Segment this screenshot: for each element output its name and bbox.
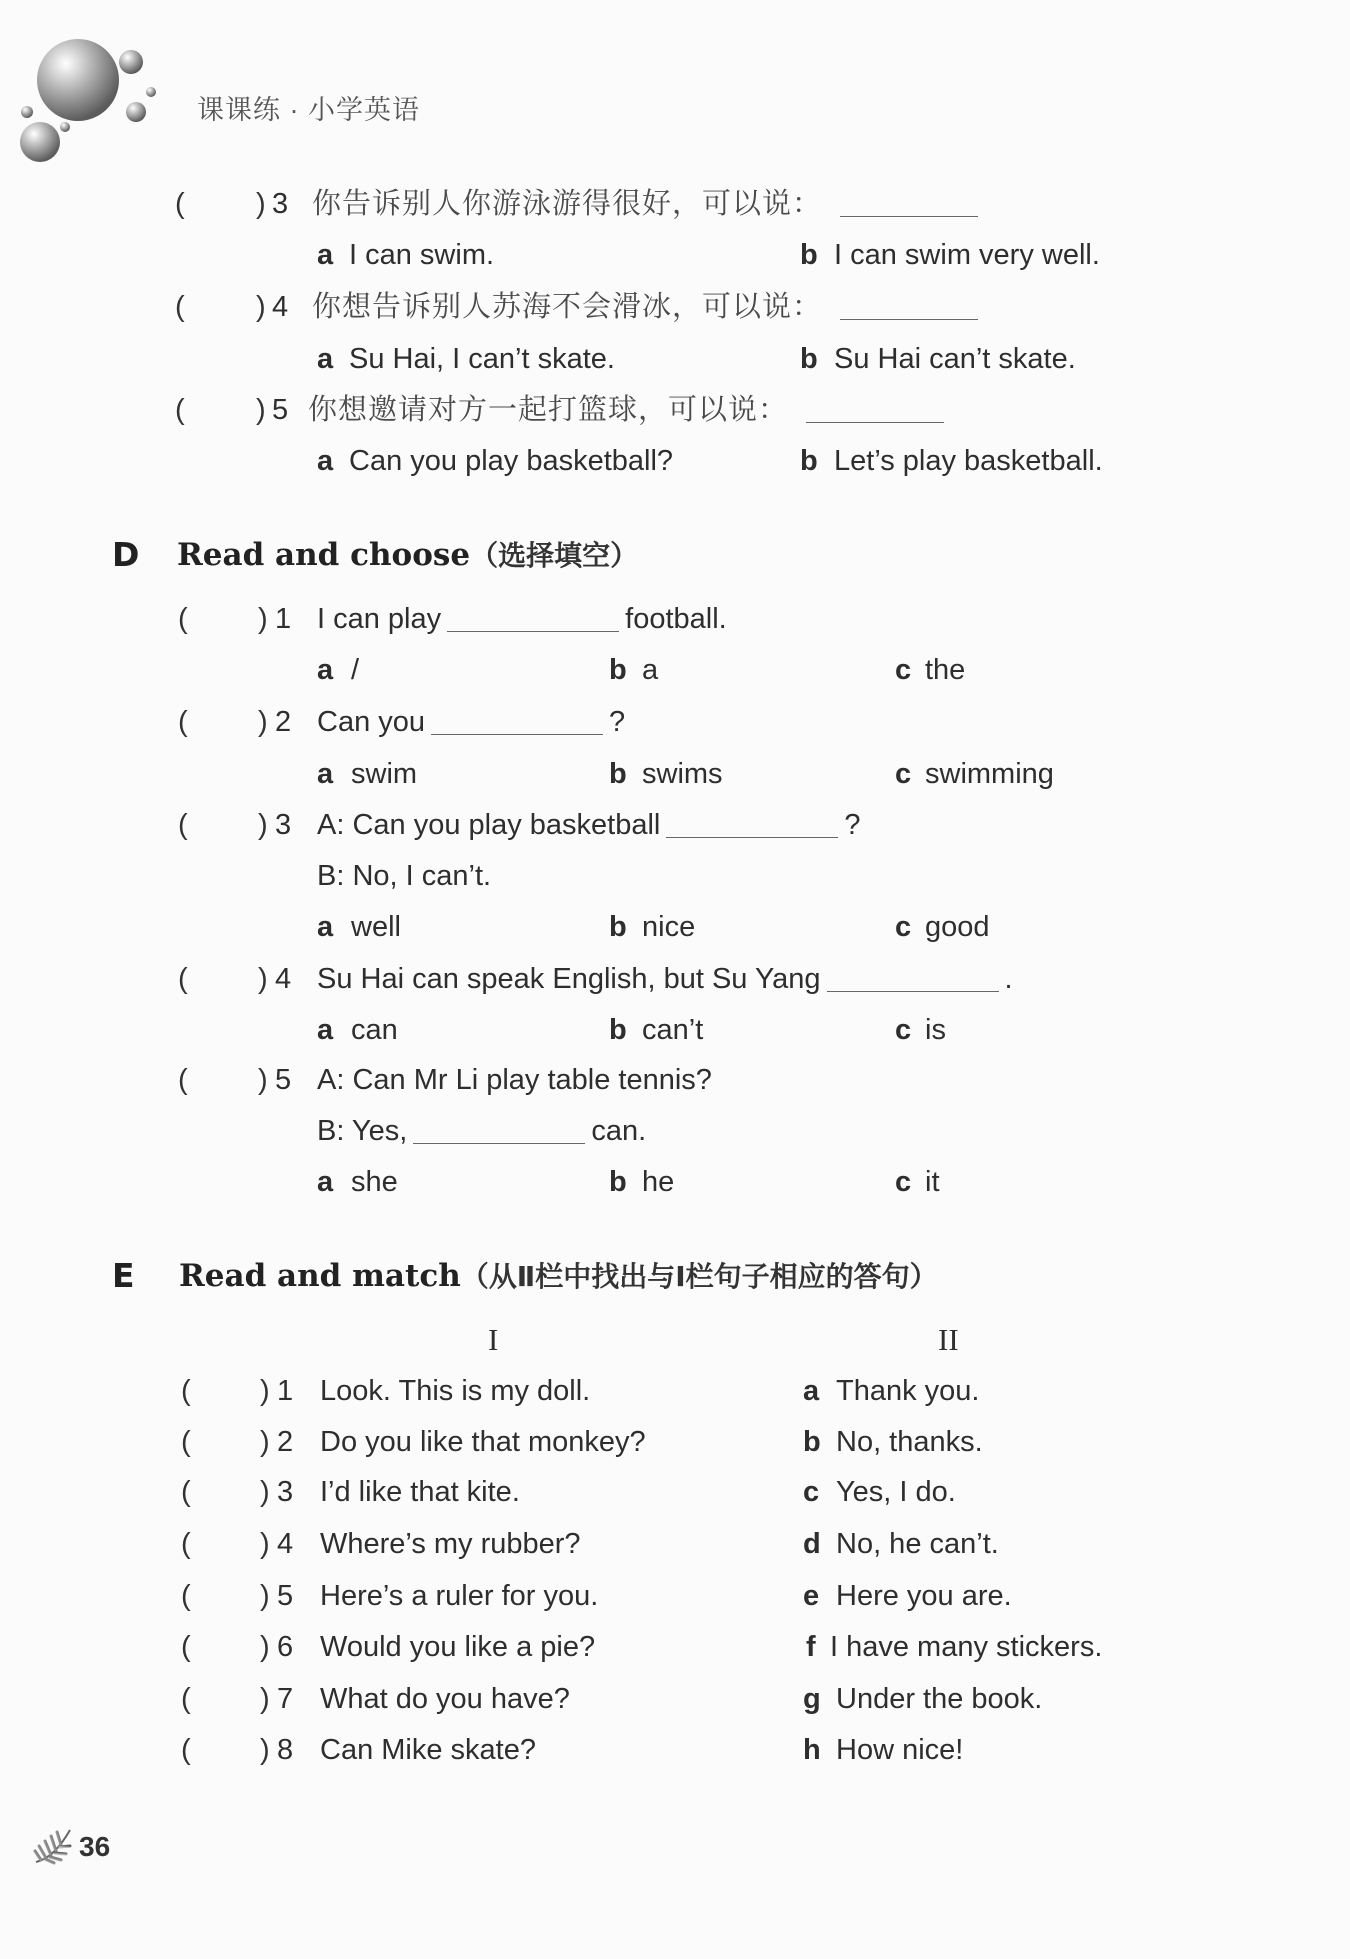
- match-question: Would you like a pie?: [320, 1631, 596, 1663]
- match-row: [0, 1629, 1350, 1665]
- option-letter: b: [609, 758, 627, 790]
- open-paren: (: [181, 1580, 191, 1612]
- match-answer: Under the book.: [836, 1683, 1043, 1715]
- sentence-after: ?: [844, 809, 861, 841]
- answer-letter: d: [803, 1528, 821, 1560]
- option-letter: a: [317, 239, 334, 271]
- option-text: a: [642, 654, 659, 686]
- bubbles-icon: [0, 20, 175, 170]
- option-letter: a: [317, 654, 334, 686]
- question-row: [0, 392, 1350, 428]
- question-sentence: [317, 704, 625, 740]
- close-paren: ): [258, 963, 268, 995]
- answer-letter: b: [803, 1426, 821, 1458]
- close-paren: ): [260, 1631, 270, 1663]
- answer-letter: h: [803, 1734, 821, 1766]
- option-letter: a: [317, 911, 334, 943]
- sentence-before: Su Hai can speak English, but Su Yang: [317, 963, 821, 995]
- question-number: 1: [277, 1375, 294, 1407]
- open-paren: (: [178, 603, 188, 635]
- sentence-before: I can play: [317, 603, 442, 635]
- section-heading-text: [177, 534, 638, 582]
- open-paren: (: [181, 1734, 191, 1766]
- open-paren: (: [181, 1426, 191, 1458]
- question-number: 6: [277, 1631, 294, 1663]
- question-number: 3: [275, 809, 292, 841]
- open-paren: (: [181, 1683, 191, 1715]
- answer-blank: [840, 293, 978, 320]
- sentence-after: can.: [591, 1115, 647, 1147]
- answer-blank: [431, 708, 603, 735]
- column-header-right: II: [938, 1322, 959, 1357]
- options-row: [0, 756, 1350, 792]
- option-text: he: [642, 1166, 675, 1198]
- question-number: 5: [277, 1580, 294, 1612]
- question-number: 4: [277, 1528, 294, 1560]
- question-prompt: [312, 289, 984, 325]
- match-row: [0, 1424, 1350, 1460]
- prompt-text: 你告诉别人你游泳游得很好，可以说：: [312, 188, 823, 220]
- open-paren: (: [181, 1528, 191, 1560]
- close-paren: ): [260, 1580, 270, 1612]
- close-paren: ): [260, 1476, 270, 1508]
- close-paren: ): [260, 1734, 270, 1766]
- sentence-before: Can you: [317, 706, 426, 738]
- option-text: I can swim.: [349, 239, 495, 271]
- prompt-text: 你想告诉别人苏海不会滑冰，可以说：: [312, 291, 823, 323]
- option-text: I can swim very well.: [834, 239, 1100, 271]
- option-text: is: [925, 1014, 946, 1046]
- match-question: What do you have?: [320, 1683, 570, 1715]
- close-paren: ): [260, 1683, 270, 1715]
- match-row: [0, 1578, 1350, 1614]
- options-row: [0, 1164, 1350, 1200]
- question-row: [0, 807, 1350, 843]
- close-paren: ): [258, 603, 268, 635]
- option-letter: c: [895, 1014, 912, 1046]
- match-answer: Here you are.: [836, 1580, 1012, 1612]
- question-prompt: [308, 392, 950, 428]
- options-row: [0, 652, 1350, 688]
- open-paren: (: [181, 1631, 191, 1663]
- open-paren: (: [181, 1476, 191, 1508]
- match-question: Here’s a ruler for you.: [320, 1580, 599, 1612]
- open-paren: (: [178, 963, 188, 995]
- column-headers: [0, 1322, 1350, 1358]
- sentence-before: A: Can you play basketball: [317, 809, 661, 841]
- option-text: the: [925, 654, 966, 686]
- answer-letter: e: [803, 1580, 820, 1612]
- question-sentence: [317, 601, 727, 637]
- question-number: 5: [272, 394, 289, 426]
- page-header-title: 课课练 · 小学英语: [197, 95, 420, 125]
- option-text: /: [351, 654, 360, 686]
- close-paren: ): [256, 291, 266, 323]
- option-letter: a: [317, 343, 334, 375]
- close-paren: ): [260, 1375, 270, 1407]
- sentence-after: ?: [609, 706, 626, 738]
- question-number: 3: [272, 188, 289, 220]
- dialogue-line: [0, 1113, 1350, 1149]
- question-number: 5: [275, 1064, 292, 1096]
- open-paren: (: [178, 1064, 188, 1096]
- section-subtitle: （从Ⅱ栏中找出与Ⅰ栏句子相应的答句）: [460, 1260, 938, 1293]
- option-text: well: [351, 911, 401, 943]
- leaf-icon: [32, 1824, 76, 1868]
- option-text: swim: [351, 758, 418, 790]
- question-sentence: [317, 961, 1013, 997]
- option-text: nice: [642, 911, 696, 943]
- page-number: 36: [79, 1831, 111, 1862]
- options-row: [0, 909, 1350, 945]
- question-number: 7: [277, 1683, 294, 1715]
- option-letter: b: [800, 239, 818, 271]
- close-paren: ): [256, 394, 266, 426]
- match-answer: I have many stickers.: [830, 1631, 1103, 1663]
- column-header-left: I: [488, 1322, 499, 1357]
- option-letter: c: [895, 911, 912, 943]
- question-number: 4: [275, 963, 292, 995]
- question-row: [0, 961, 1350, 997]
- option-letter: a: [317, 445, 334, 477]
- option-letter: b: [609, 1166, 627, 1198]
- question-sentence: A: Can Mr Li play table tennis?: [317, 1064, 712, 1096]
- open-paren: (: [178, 809, 188, 841]
- answer-letter: a: [803, 1375, 820, 1407]
- match-question: Do you like that monkey?: [320, 1426, 646, 1458]
- question-row: [0, 1062, 1350, 1098]
- options-row: [0, 1012, 1350, 1048]
- answer-blank: [806, 396, 944, 423]
- option-letter: b: [609, 1014, 627, 1046]
- option-text: she: [351, 1166, 398, 1198]
- options-row: [0, 443, 1350, 479]
- question-sentence: [317, 807, 861, 843]
- option-letter: b: [609, 911, 627, 943]
- answer-blank: [666, 811, 838, 838]
- option-text: can’t: [642, 1014, 704, 1046]
- match-question: Look. This is my doll.: [320, 1375, 591, 1407]
- answer-blank: [413, 1117, 585, 1144]
- question-row: [0, 601, 1350, 637]
- question-number: 3: [277, 1476, 294, 1508]
- option-letter: c: [895, 758, 912, 790]
- close-paren: ): [256, 188, 266, 220]
- option-letter: b: [609, 654, 627, 686]
- section-title: Read and match: [179, 1258, 461, 1294]
- match-answer: No, he can’t.: [836, 1528, 999, 1560]
- option-text: it: [925, 1166, 940, 1198]
- match-question: Where’s my rubber?: [320, 1528, 581, 1560]
- match-row: [0, 1474, 1350, 1510]
- section-d-heading: [0, 534, 1350, 576]
- section-e-heading: [0, 1255, 1350, 1297]
- option-letter: a: [317, 1014, 334, 1046]
- sentence-after: football.: [625, 603, 727, 635]
- match-row: [0, 1526, 1350, 1562]
- match-row: [0, 1681, 1350, 1717]
- dialogue-response: [317, 1113, 646, 1149]
- option-text: swims: [642, 758, 723, 790]
- dialogue-line: [0, 858, 1350, 894]
- dialogue-response: B: No, I can’t.: [317, 860, 492, 892]
- section-subtitle: （选择填空）: [470, 539, 639, 572]
- answer-letter: c: [803, 1476, 820, 1508]
- match-row: [0, 1732, 1350, 1768]
- answer-letter: g: [803, 1683, 821, 1715]
- open-paren: (: [175, 291, 185, 323]
- question-number: 1: [275, 603, 292, 635]
- answer-blank: [840, 190, 978, 217]
- sentence-after: .: [1004, 963, 1013, 995]
- open-paren: (: [175, 188, 185, 220]
- option-text: Let’s play basketball.: [834, 445, 1103, 477]
- answer-blank: [447, 605, 619, 632]
- option-letter: a: [317, 758, 334, 790]
- section-letter: E: [112, 1256, 135, 1295]
- open-paren: (: [175, 394, 185, 426]
- close-paren: ): [258, 809, 268, 841]
- sentence-before: B: Yes,: [317, 1115, 408, 1147]
- section-letter: D: [112, 535, 140, 574]
- close-paren: ): [260, 1426, 270, 1458]
- option-text: Su Hai, I can’t skate.: [349, 343, 615, 375]
- option-text: can: [351, 1014, 398, 1046]
- question-row: [0, 289, 1350, 325]
- match-answer: How nice!: [836, 1734, 964, 1766]
- match-row: [0, 1373, 1350, 1409]
- close-paren: ): [258, 706, 268, 738]
- match-question: I’d like that kite.: [320, 1476, 520, 1508]
- answer-blank: [827, 965, 999, 992]
- option-letter: b: [800, 343, 818, 375]
- match-answer: Yes, I do.: [836, 1476, 956, 1508]
- match-answer: Thank you.: [836, 1375, 980, 1407]
- close-paren: ): [260, 1528, 270, 1560]
- question-row: [0, 186, 1350, 222]
- option-text: good: [925, 911, 990, 943]
- question-number: 4: [272, 291, 289, 323]
- section-title: Read and choose: [177, 537, 471, 573]
- question-prompt: [312, 186, 984, 222]
- question-row: [0, 704, 1350, 740]
- question-number: 8: [277, 1734, 294, 1766]
- option-text: swimming: [925, 758, 1054, 790]
- match-question: Can Mike skate?: [320, 1734, 536, 1766]
- options-row: [0, 237, 1350, 273]
- option-letter: c: [895, 1166, 912, 1198]
- open-paren: (: [178, 706, 188, 738]
- option-text: Su Hai can’t skate.: [834, 343, 1076, 375]
- option-text: Can you play basketball?: [349, 445, 674, 477]
- question-number: 2: [277, 1426, 294, 1458]
- options-row: [0, 341, 1350, 377]
- option-letter: c: [895, 654, 912, 686]
- prompt-text: 你想邀请对方一起打篮球，可以说：: [308, 394, 789, 426]
- option-letter: a: [317, 1166, 334, 1198]
- section-heading-text: [179, 1255, 938, 1303]
- option-letter: b: [800, 445, 818, 477]
- match-answer: No, thanks.: [836, 1426, 983, 1458]
- question-number: 2: [275, 706, 292, 738]
- open-paren: (: [181, 1375, 191, 1407]
- answer-letter: f: [806, 1631, 816, 1663]
- close-paren: ): [258, 1064, 268, 1096]
